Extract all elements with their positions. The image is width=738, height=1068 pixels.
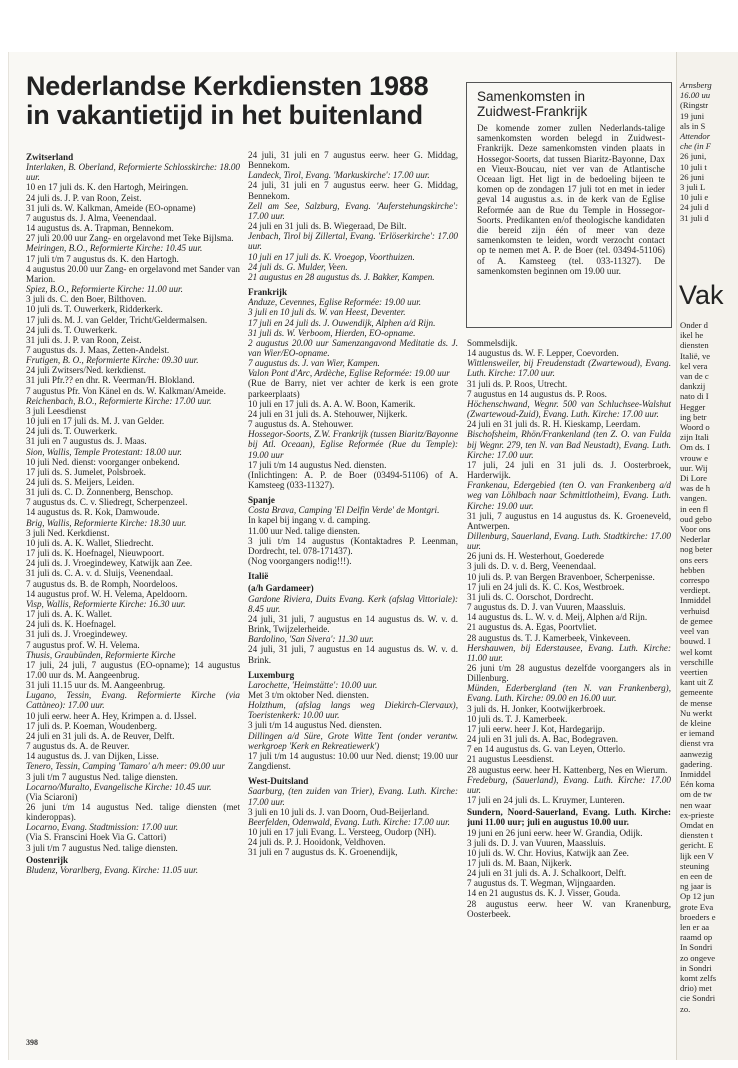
location-line: 31 juli ds. W. Verboom, Hierden, EO-opname.	[248, 327, 416, 338]
location-line: Zell am See, Salzburg, Evang. 'Auferstehungskirche': 17.00 uur.	[248, 200, 458, 221]
service-line: 3 juli t/m 7 augustus Ned. talige diensten.	[26, 771, 178, 782]
location-line: Locarno, Evang. Stadtmission: 17.00 uur.	[26, 822, 179, 833]
adjacent-page-line: diensten	[680, 340, 709, 351]
service-line: 31 juli ds. C. D. Zonnenberg, Benschop.	[26, 487, 174, 498]
location-line: 21 augustus en 28 augustus ds. J. Bakker, Kampen.	[248, 271, 435, 282]
service-line: 3 juli t/m 14 augustus Ned. diensten.	[248, 720, 382, 731]
adjacent-page-line: verhuisd	[680, 605, 710, 616]
section-heading: Luxemburg	[248, 669, 295, 680]
adjacent-page-line: als in S	[680, 120, 706, 131]
adjacent-page-line: steuning	[680, 860, 710, 871]
adjacent-page-line: 26 juni	[680, 171, 705, 182]
service-line: 3 juli Leesdienst	[26, 405, 87, 416]
service-line: 24 juli, 31 juli, 7 augustus en 14 augustus ds. W. v. d. Brink.	[248, 644, 458, 665]
service-line: 14 augustus ds. J. van Dijken, Lisse.	[26, 751, 159, 762]
location-line: Thusis, Graubünden, Reformierte Kirche	[26, 649, 176, 660]
adjacent-page-line: In Sondri	[680, 942, 713, 953]
adjacent-page-line: ex-prieste	[680, 809, 714, 820]
location-line: Hershauwen, bij Ederstausee, Evang. Luth. Kirche: 11.00 uur.	[467, 642, 671, 663]
adjacent-page-line: Inmiddel	[680, 768, 712, 779]
location-line: Interlaken, B. Oberland, Reformierte Schlosskirche: 18.00 uur.	[26, 162, 240, 183]
service-line: 10 juli Ned. dienst: voorganger onbekend.	[26, 456, 180, 467]
adjacent-page-line: lijk een V	[680, 850, 714, 861]
adjacent-page-line: veel van	[680, 626, 709, 637]
service-line: 3 juli t/m 14 augustus (Kontaktadres P. Leenman, Dordrecht, tel. 078-171437).	[248, 535, 458, 556]
location-line: Fredeburg, (Sauerland), Evang. Luth. Kirche: 17.00 uur.	[467, 774, 671, 795]
location-line: Meiringen, B.O., Reformierte Kirche: 10.45 uur.	[26, 243, 203, 254]
service-line: 3 juli ds. C. den Boer, Bilthoven.	[26, 294, 147, 305]
service-line: 3 juli t/m 7 augustus Ned. talige diensten.	[26, 842, 178, 853]
service-line: 10 juli ds. A. K. Wallet, Sliedrecht.	[26, 537, 154, 548]
column-2	[248, 150, 458, 1035]
adjacent-page-line: zo ongeve	[680, 952, 716, 963]
service-line: 19 juni en 26 juni eerw. heer W. Grandia, Odijk.	[467, 827, 643, 838]
service-line: 7 augustus ds. C. v. Sliedregt, Scherpenzeel.	[26, 497, 188, 508]
adjacent-page-line: nog beter	[680, 544, 713, 555]
adjacent-page-line: hebben	[680, 564, 705, 575]
section-heading: Zwitserland	[26, 152, 74, 162]
service-line: 24 juli en 31 juli ds. B. Wiegeraad, De Bilt.	[248, 221, 407, 232]
adjacent-page-line: len er aa	[680, 921, 710, 932]
service-line: 3 juli ds. D. v. d. Berg, Veenendaal.	[467, 561, 597, 572]
location-line: Landeck, Tirol, Evang. 'Markuskirche': 17.00 uur.	[248, 170, 430, 181]
adjacent-page-line: che (in F	[680, 141, 712, 152]
adjacent-page-line: gemeente	[680, 687, 713, 698]
service-line: 24 juli en 31 juli ds. A. Bac, Bodegraven.	[467, 734, 619, 745]
service-line: 24 juli Zwitsers/Ned. kerkdienst.	[26, 365, 146, 376]
adjacent-page-line: (Ringstr	[680, 100, 709, 111]
location-line: 3 juli en 10 juli ds. W. van Heest, Deventer.	[248, 307, 406, 318]
service-line: 10 juli ds. T. Ouwerkerk, Ridderkerk.	[26, 304, 163, 315]
adjacent-page-line: Nederlar	[680, 534, 711, 545]
service-line: 7 augustus ds. J. Maas, Zetten-Andelst.	[26, 344, 170, 355]
service-line: 10 juli en 17 juli Evang. L. Versteeg, Oudorp (NH).	[248, 827, 437, 837]
adjacent-page-line: oud gebo	[680, 513, 712, 524]
adjacent-page-line: kant uit Z	[680, 677, 714, 688]
adjacent-page-line: om de tw	[680, 789, 712, 800]
service-line: (Via S. Franscini Hoek Via G. Cattori)	[26, 832, 167, 843]
location-line: 2 augustus 20.00 uur Samenzangavond Meditatie ds. J. van Wier/EO-opname.	[248, 337, 458, 358]
service-line: Met 3 t/m oktober Ned. diensten.	[248, 689, 369, 700]
adjacent-page-line: zo.	[680, 1003, 691, 1014]
service-line: 24 juli en 31 juli ds. R. H. Kieskamp, Leerdam.	[467, 419, 641, 430]
section-heading: Sundern, Noord-Sauerland, Evang. Luth. Kirche: juni 11.00 uur; juli en augustus 10.00 uur.	[467, 807, 671, 828]
adjacent-page-line: aanwezig	[680, 748, 713, 759]
service-line: 3 juli Ned. Kerkdienst.	[26, 527, 110, 538]
location-line: Bischofsheim, Rhön/Frankenland (ten Z. O. van Fulda bij Wegnr. 279, ten N. van Bad Neustadt), Evang. Luth. Kirche: 17.00 uur.	[467, 429, 671, 460]
service-line: 10 juli ds. T. J. Kamerbeek.	[467, 713, 568, 724]
adjacent-page-line: gadering.	[680, 758, 713, 769]
adjacent-page-line: de gemee	[680, 615, 713, 626]
service-line: 7 augustus en 14 augustus ds. P. Roos.	[467, 388, 607, 399]
title-line-1: Nederlandse Kerkdiensten 1988	[26, 71, 429, 101]
adjacent-page-line: Nu werkt	[680, 707, 713, 718]
service-line: 14 augustus ds. L. W. v. d. Meij, Alphen a/d Rijn.	[467, 612, 648, 623]
service-line: 28 augustus eerw. heer W. van Kranenburg, Oosterbeek.	[467, 898, 671, 919]
service-line: 21 augustus ds. A. Egas, Poortvliet.	[467, 622, 597, 633]
service-line: 14 augustus prof. W. H. Velema, Apeldoorn.	[26, 588, 188, 599]
service-line: 7 augustus prof. W. H. Velema.	[26, 639, 140, 650]
location-line: Spiez, B.O., Reformierte Kirche: 11.00 uur.	[26, 284, 183, 295]
location-line: Dillenburg, Sauerland, Evang. Luth. Stadtkirche: 17.00 uur.	[467, 530, 671, 552]
adjacent-page-line: dankzij	[680, 381, 706, 392]
adjacent-page-line: vrouw e	[680, 452, 708, 463]
adjacent-page-line: komt zelfs	[680, 973, 717, 983]
adjacent-page-line: bouwd. I	[680, 636, 711, 647]
column-3	[467, 338, 671, 1050]
location-line: Holzthum, (afslag langs weg Diekirch-Clervaux), Toeristenkerk: 10.00 uur.	[248, 700, 458, 721]
location-line: Costa Brava, Camping 'El Delfin Verde' de Montgri.	[248, 505, 440, 516]
adjacent-page-line: Voor ons	[680, 524, 711, 535]
location-line: 10 juli en 17 juli ds. K. Vroegop, Voorthuizen.	[248, 251, 415, 262]
service-line: 17 juli en 24 juli ds. K. C. Kos, Westbroek.	[467, 581, 625, 592]
location-line: Reichenbach, B.O., Reformierte Kirche: 17.00 uur.	[26, 395, 212, 406]
service-line: 7 en 14 augustus ds. G. van Leyen, Otterlo.	[467, 744, 626, 755]
adjacent-page-line: drio) met	[680, 983, 712, 994]
service-line: 26 juni t/m 28 augustus dezelfde voorgangers als in Dillenburg.	[467, 663, 671, 684]
service-line: 11.00 uur Ned. talige diensten.	[248, 525, 360, 536]
adjacent-page-line: Arnsberg	[680, 80, 712, 90]
box-heading-line-1: Samenkomsten in	[477, 89, 586, 104]
location-line: Höchenschwand, Wegnr. 500 van Schluchsee-Walshut (Zwartewoud-Zuid), Evang. Luth. Kirche: 17.00 uur.	[467, 398, 671, 420]
location-line: Anduze, Cevennes, Eglise Reformée: 19.00 uur.	[248, 297, 422, 308]
adjacent-page-line: nen waar	[680, 799, 712, 810]
column-1	[26, 150, 240, 1035]
service-line: 14 augustus ds. W. F. Lepper, Coevorden.	[467, 348, 619, 359]
page-number: 398	[26, 1038, 38, 1047]
service-line: (Via Sciaroni)	[26, 791, 78, 802]
adjacent-page-line: grote Eva	[680, 901, 714, 912]
box-heading-line-2: Zuidwest-Frankrijk	[477, 104, 588, 119]
service-line: 24 juli, 31 juli en 7 augustus eerw. heer G. Middag, Bennekom.	[248, 180, 458, 201]
service-line: 31 juli ds. P. Roos, Utrecht.	[467, 378, 568, 389]
section-heading: West-Duitsland	[248, 776, 309, 787]
section-heading: (a/h Gardameer)	[248, 583, 314, 594]
adjacent-page-line: zijn Itali	[680, 432, 709, 443]
service-line: 17 juli ds. M. Baan, Nijkerk.	[467, 857, 572, 868]
adjacent-page-line: ons eers	[680, 554, 708, 565]
service-line: 3 juli en 10 juli ds. J. van Doorn, Oud-Beijerland.	[248, 806, 430, 817]
service-line: 7 augustus ds. T. Wegman, Wijngaarden.	[467, 878, 616, 889]
service-line: 7 augustus ds. A. Stehouwer.	[248, 419, 354, 430]
location-line: Wittlensweiler, bij Freudenstadt (Zwartewoud), Evang. Luth. Kirche: 17.00 uur.	[467, 358, 671, 379]
location-line: Visp, Wallis, Reformierte Kirche: 16.30 uur.	[26, 598, 186, 609]
service-line: 17 juli ds. A. K. Wallet.	[26, 609, 113, 620]
service-line: 31 juli en 7 augustus ds. K. Groenendijk,	[248, 847, 398, 858]
location-line: Münden, Ederbergland (ten N. van Frankenberg), Evang. Luth. Kirche: 09.00 en 16.00 uur.	[467, 683, 671, 704]
adjacent-page-body-lines	[677, 320, 738, 1014]
adjacent-page-line: raamd op	[680, 932, 713, 943]
location-line: Hossegor-Soorts, Z.W. Frankrijk (tussen Biaritz/Bayonne bij Atl. Oceaan), Eglise Reformée (Rue du Temple): 19.00 uur	[248, 429, 458, 460]
adjacent-page-title: Vak	[679, 280, 724, 310]
box-heading	[477, 89, 665, 119]
adjacent-page-line: 31 juli d	[680, 212, 709, 223]
service-line: 31 juli ds. C. A. v. d. Sluijs, Veenendaal.	[26, 568, 174, 579]
adjacent-page-line: en een de	[680, 870, 713, 881]
location-line: Frankenau, Edergebied (ten O. van Frankenberg a/d weg van Löhlbach naar Schmittlotheim), Evang. Luth. Kirche: 19.00 uur.	[467, 480, 671, 511]
service-line: 17 juli, 24 juli en 31 juli ds. J. Oosterbroek, Harderwijk.	[467, 459, 671, 481]
service-line: 31 juli ds. W. Kalkman, Ameide (EO-opname)	[26, 202, 196, 213]
service-line: 17 juli ds. S. Jumelet, Polsbroek.	[26, 466, 146, 477]
service-line: 24 juli, 31 juli en 7 augustus eerw. heer G. Middag, Bennekom.	[248, 150, 458, 171]
service-line: 24 juli en 31 juli ds. A. J. Schalkoort, Delft.	[467, 868, 627, 879]
service-line: 3 juli ds. D. J. van Vuuren, Maassluis.	[467, 837, 606, 848]
adjacent-page-line: in Sondri	[680, 962, 712, 973]
location-line: Brig, Wallis, Reformierte Kirche: 18.30 uur.	[26, 517, 187, 528]
adjacent-page-line: ikel he	[680, 330, 704, 341]
adjacent-page-line: wel komt	[680, 646, 713, 657]
service-line: 14 augustus ds. R. Kok, Damwoude.	[26, 507, 160, 518]
adjacent-page-line: Omdat en	[680, 819, 714, 830]
service-line: 4 augustus 20.00 uur Zang- en orgelavond met Sander van Marion.	[26, 263, 240, 284]
service-line: 17 juli t/m 14 augustus: 10.00 uur Ned. dienst; 19.00 uur Zangdienst.	[248, 750, 458, 772]
adjacent-page-line: Om ds. I	[680, 442, 710, 453]
service-line: 24 juli, 31 juli, 7 augustus en 14 augustus ds. W. v. d. Brink, Twijzelerheide.	[248, 613, 458, 635]
service-line: 7 augustus Pfr. Von Känel en ds. W. Kalkman/Ameide.	[26, 385, 226, 396]
adjacent-page-line: Inmiddel	[680, 595, 712, 606]
section-heading: Oostenrijk	[26, 854, 69, 865]
adjacent-page-line: Op 12 jun	[680, 891, 715, 902]
adjacent-page-line: verdiept.	[680, 585, 711, 596]
service-line: 10 juli en 17 juli ds. M. J. van Gelder.	[26, 416, 165, 427]
adjacent-page-line: diensten t	[680, 830, 714, 841]
service-line: 31 juli 11.15 uur ds. M. Aangeenbrug.	[26, 680, 166, 691]
service-line: 27 juli 20.00 uur Zang- en orgelavond met Teke Bijlsma.	[26, 233, 234, 244]
adjacent-page-line: broeders e	[680, 911, 716, 922]
section-heading: Italië	[248, 571, 269, 582]
box-body: De komende zomer zullen Nederlands-talige samenkomsten worden belegd in Zuidwest-Frankrijk. Deze samenkomsten vinden plaats in Hossegor-Soorts, dat tussen Biaritz-Bayonne, Dax en Vieux-Boucau, niet ver van de Atlantische Oceaan ligt. Het ligt in de bedoeling bijeen te komen op de zondagen 17 juli tot en met in ieder geval 14 augustus a.s. in de kerk van de Eglise Reformée aan de Rue du Temple in Hossegor-Soorts. Predikanten en/of theologische kandidaten die bereid zijn één of meer van deze samenkomsten te leiden, wordt verzocht contact op te nemen met A. P. de Boer (tel. 03494-51106) of A. Kamsteeg (tel. 033-11327). De samenkomsten beginnen om 19.00 uur.	[477, 123, 665, 276]
service-line: 24 juli ds. S. Meijers, Leiden.	[26, 477, 135, 487]
adjacent-page-line: dienst vra	[680, 738, 714, 749]
service-line: 24 juli ds. T. Ouwerkerk.	[26, 324, 118, 335]
service-line: 31 juli, 7 augustus en 14 augustus ds. K. Groeneveld, Antwerpen.	[467, 510, 671, 531]
adjacent-page-line: 10 juli t	[680, 161, 707, 172]
adjacent-page-line: vangen.	[680, 493, 707, 504]
article-title	[26, 72, 466, 130]
adjacent-page-line: Hegger	[680, 401, 706, 412]
adjacent-page-line: 3 juli L	[680, 182, 706, 193]
adjacent-page-line: cie Sondri	[680, 993, 716, 1004]
adjacent-page-line: Woord o	[680, 422, 710, 433]
location-line: Larochette, 'Heimstätte': 10.00 uur.	[248, 679, 378, 690]
service-line: 17 juli, 24 juli, 7 augustus (EO-opname); 14 augustus 17.00 uur ds. M. Aangeenbrug.	[26, 659, 240, 680]
service-line: 10 juli ds. W. Chr. Hovius, Katwijk aan Zee.	[467, 847, 629, 858]
adjacent-page-line: Onder d	[680, 320, 708, 330]
adjacent-page-line: Attendor	[680, 131, 711, 142]
service-line: 24 juli ds. P. J. Hooidonk, Veldhoven.	[248, 837, 386, 848]
adjacent-page-line: nato di I	[680, 391, 709, 402]
service-line: 17 juli t/m 7 augustus ds. K. den Hartogh.	[26, 253, 179, 264]
location-line: 17 juli en 24 juli ds. J. Ouwendijk, Alphen a/d Rijn.	[248, 317, 436, 328]
service-line: (Inlichtingen: A. P. de Boer (03494-51106) of A. Kamsteeg (033-11327).	[248, 469, 458, 490]
service-line: 31 juli ds. C. Oorschot, Dordrecht.	[467, 591, 594, 602]
sidebar-box	[466, 82, 672, 328]
service-line: 17 juli t/m 14 augustus Ned. diensten.	[248, 459, 387, 470]
service-line: (Nog voorgangers nodig!!!).	[248, 556, 352, 567]
service-line: Sommelsdijk.	[467, 338, 518, 348]
adjacent-page-line: kel vera	[680, 360, 708, 371]
service-line: 7 augustus ds. B. de Romph, Noordeloos.	[26, 578, 178, 589]
service-line: 14 en 21 augustus ds. K. J. Visser, Gouda.	[467, 888, 621, 899]
adjacent-page-line: van de c	[680, 371, 709, 382]
service-line: (Rue de Barry, niet ver achter de kerk is een grote parkeerplaats)	[248, 378, 458, 399]
service-line: 24 juli ds. T. Ouwerkerk.	[26, 426, 118, 437]
title-line-2: in vakantietijd in het buitenland	[26, 100, 423, 130]
adjacent-page-line: Di Lore	[680, 473, 707, 484]
section-heading: Spanje	[248, 495, 275, 506]
adjacent-page-line: 10 juli e	[680, 192, 709, 203]
service-line: 14 augustus ds. A. Trapman, Bennekom.	[26, 223, 174, 234]
adjacent-page	[676, 52, 738, 1060]
service-line: 17 juli en 24 juli ds. L. Kruymer, Lunteren.	[467, 795, 625, 806]
service-line: 28 augustus ds. T. J. Kamerbeek, Vinkeveen.	[467, 632, 631, 643]
location-line: Beerfelden, Odenwald, Evang. Luth. Kirche: 17.00 uur.	[248, 816, 450, 827]
adjacent-page-line: uur. Wij	[680, 462, 708, 473]
location-line: Jenbach, Tirol bij Zillertal, Evang. 'Erlöserkirche': 17.00 uur.	[248, 231, 458, 252]
service-line: 17 juli ds. P. Koeman, Woudenberg.	[26, 720, 157, 731]
service-line: 24 juli ds. J. P. van Roon, Zeist.	[26, 192, 142, 203]
location-line: Gardone Riviera, Duits Evang. Kerk (afslag Vittoriale): 8.45 uur.	[248, 593, 458, 614]
adjacent-page-line: Italië, ve	[680, 350, 711, 361]
location-line: Tenero, Tessin, Camping 'Tamaro' a/h meer: 09.00 uur	[26, 761, 225, 772]
service-line: 7 augustus ds. D. J. van Vuuren, Maassluis.	[467, 602, 626, 613]
service-line: 31 juli ds. J. P. van Roon, Zeist.	[26, 334, 142, 345]
service-line: 31 juli ds. J. Vroegindewey.	[26, 629, 128, 640]
adjacent-page-line: was de h	[680, 483, 711, 494]
adjacent-page-line: Eén koma	[680, 779, 715, 790]
location-line: Bludenz, Vorarlberg, Evang. Kirche: 11.05 uur.	[26, 864, 199, 875]
service-line: 17 juli ds. M. J. van Gelder, Tricht/Geldermalsen.	[26, 314, 208, 325]
service-line: 26 juni t/m 14 augustus Ned. talige diensten (met kinderoppas).	[26, 802, 240, 823]
location-line: Frutigen, B. O., Reformierte Kirche: 09.30 uur.	[26, 355, 199, 366]
service-line: 7 augustus ds. J. Alma, Veenendaal.	[26, 212, 157, 223]
section-heading: Frankrijk	[248, 287, 288, 298]
service-line: 10 juli en 17 juli ds. A. A. W. Boon, Kamerik.	[248, 398, 416, 409]
location-line: Valon Pont d'Arc, Ardèche, Eglise Reformée: 19.00 uur	[248, 368, 450, 379]
location-line: Dillingen a/d Süre, Grote Witte Tent (onder verantw. werkgroep 'Kerk en Rekreatiewerk')	[248, 730, 458, 751]
adjacent-page-line: 16.00 uu	[680, 90, 711, 101]
service-line: 3 juli ds. H. Jonker, Kootwijkerbroek.	[467, 703, 606, 714]
adjacent-page-line: verschille	[680, 656, 714, 667]
service-line: 17 juli eerw. heer J. Kot, Hardegarijp.	[467, 723, 605, 734]
service-line: 26 juni ds. H. Westerhout, Goederede	[467, 551, 604, 562]
service-line: In kapel bij ingang v. d. camping.	[248, 515, 371, 526]
location-line: Locarno/Muralto, Evangelische Kirche: 10.45 uur.	[26, 781, 212, 792]
adjacent-page-line: de mense	[680, 697, 713, 708]
service-line: 17 juli ds. K. Hoefnagel, Nieuwpoort.	[26, 548, 165, 559]
location-line: Saarburg, (ten zuiden van Trier), Evang. Luth. Kirche: 17.00 uur.	[248, 786, 458, 807]
adjacent-page-line: er iemand	[680, 728, 715, 739]
service-line: 10 en 17 juli ds. K. den Hartogh, Meiringen.	[26, 182, 189, 193]
location-line: Sion, Wallis, Temple Protestant: 18.00 uur.	[26, 446, 182, 457]
adjacent-page-line: 26 juni,	[680, 151, 707, 162]
adjacent-page-line: gericht. E	[680, 840, 714, 851]
location-line: 7 augustus ds. J. van Wier, Kampen.	[248, 358, 380, 369]
service-line: 7 augustus ds. A. de Reuver.	[26, 741, 130, 752]
service-line: 31 juli Pfr.?? en dhr. R. Veerman/H. Blokland.	[26, 375, 195, 386]
adjacent-page-line: 19 juni	[680, 110, 705, 121]
adjacent-page-line: in een fl	[680, 503, 709, 514]
adjacent-page-line: de kleine	[680, 717, 712, 728]
service-line: 21 augustus Leesdienst.	[467, 754, 554, 765]
service-line: 10 juli ds. P. van Bergen Bravenboer, Scherpenisse.	[467, 571, 655, 582]
adjacent-page-line: correspo	[680, 575, 710, 586]
location-line: 24 juli ds. G. Mulder, Veen.	[248, 261, 348, 272]
service-line: 24 juli en 31 juli ds. A. de Reuver, Delft.	[26, 730, 175, 741]
adjacent-page-line: ng jaar is	[680, 881, 712, 892]
service-line: 28 augustus eerw. heer H. Kattenberg, Nes en Wierum.	[467, 764, 668, 775]
adjacent-page-line: 24 juli d	[680, 202, 709, 213]
service-line: 24 juli en 31 juli ds. A. Stehouwer, Nijkerk.	[248, 408, 408, 419]
service-line: 31 juli en 7 augustus ds. J. Maas.	[26, 436, 147, 447]
adjacent-page-line: ing betr	[680, 411, 707, 422]
service-line: 24 juli ds. J. Vroegindewey, Katwijk aan Zee.	[26, 558, 193, 569]
service-line: 10 juli eerw. heer A. Hey, Krimpen a. d. IJssel.	[26, 710, 197, 721]
location-line: Bardolino, 'San Sivera': 11.30 uur.	[248, 634, 374, 645]
service-line: 24 juli ds. K. Hoefnagel.	[26, 619, 116, 630]
location-line: Lugano, Tessin, Evang. Reformierte Kirche (via Cattàneo): 17.00 uur.	[26, 690, 240, 711]
adjacent-page-line: veertien	[680, 666, 708, 677]
adjacent-page-top-lines	[677, 80, 738, 223]
